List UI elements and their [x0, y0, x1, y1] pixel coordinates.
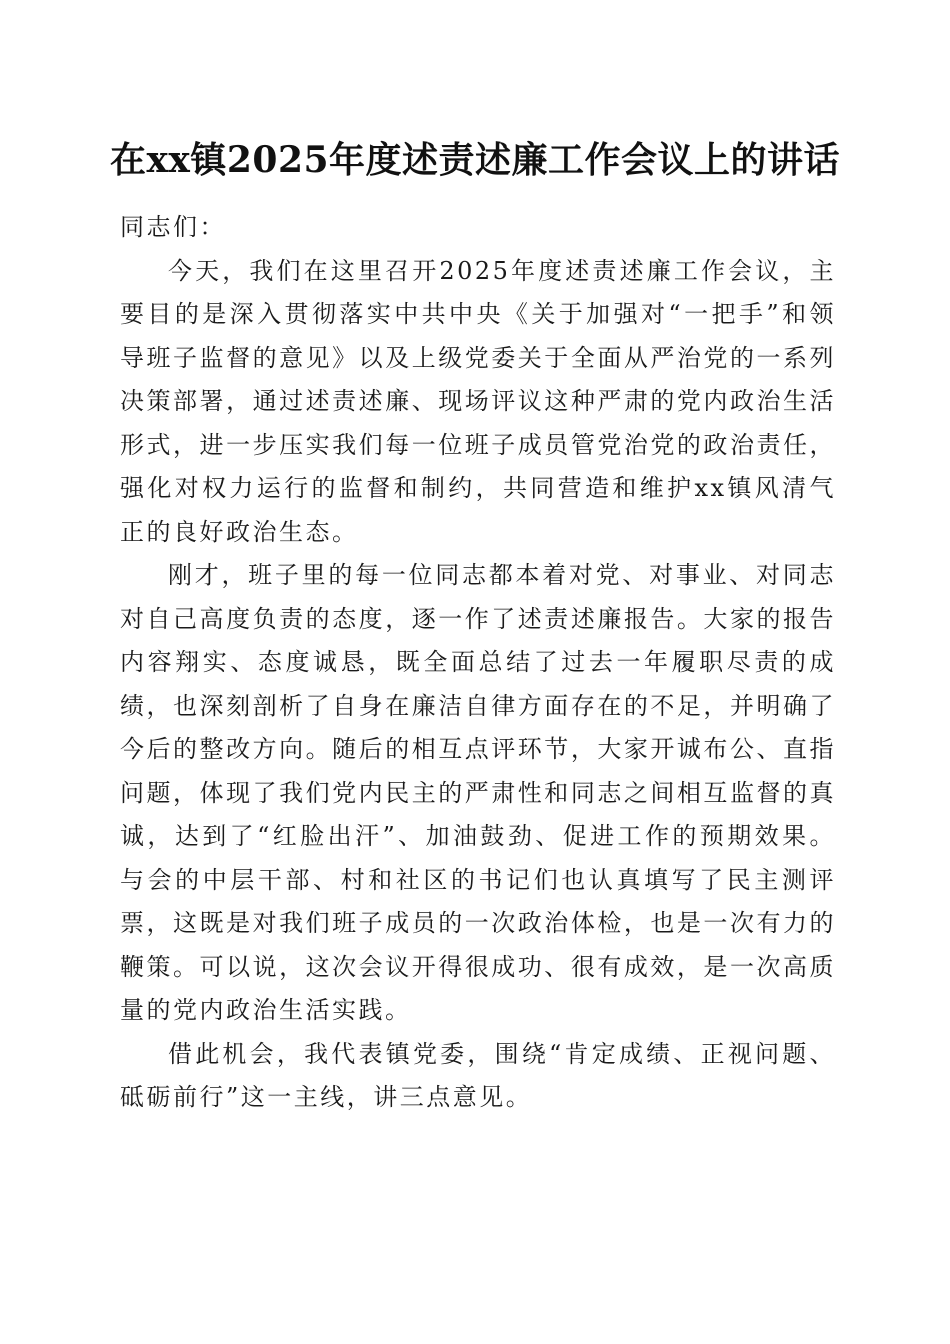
document-title: 在xx镇2025年度述责述廉工作会议上的讲话: [109, 139, 841, 181]
paragraph-review: 刚才，班子里的每一位同志都本着对党、对事业、对同志对自己高度负责的态度，逐一作了述责述廉报告。大家的报告内容翔实、态度诚恳，既全面总结了过去一年履职尽责的成绩，也深刻剖析了自身在廉洁自律方面存在的不足，并明确了今后的整改方向。随后的相互点评环节，大家开诚布公、直指问题，体现了我们党内民主的严肃性和同志之间相互监督的真诚，达到了“红脸出汗”、加油鼓劲、促进工作的预期效果。与会的中层干部、村和社区的书记们也认真填写了民主测评票，这既是对我们班子成员的一次政治体检，也是一次有力的鞭策。可以说，这次会议开得很成功、很有成效，是一次高质量的党内政治生活实践。: [120, 561, 836, 1024]
paragraph-opening: 今天，我们在这里召开2025年度述责述廉工作会议，主要目的是深入贯彻落实中共中央《关于加强对“一把手”和领导班子监督的意见》以及上级党委关于全面从严治党的一系列决策部署，通过述责述廉、现场评议这种严肃的党内政治生活形式，进一步压实我们每一位班子成员管党治党的政治责任，强化对权力运行的监督和制约，共同营造和维护xx镇风清气正的良好政治生态。: [120, 256, 836, 546]
salutation: 同志们：: [120, 213, 226, 241]
document-body: [120, 206, 836, 1120]
paragraph-transition: 借此机会，我代表镇党委，围绕“肯定成绩、正视问题、砥砺前行”这一主线，讲三点意见。: [120, 1039, 836, 1111]
